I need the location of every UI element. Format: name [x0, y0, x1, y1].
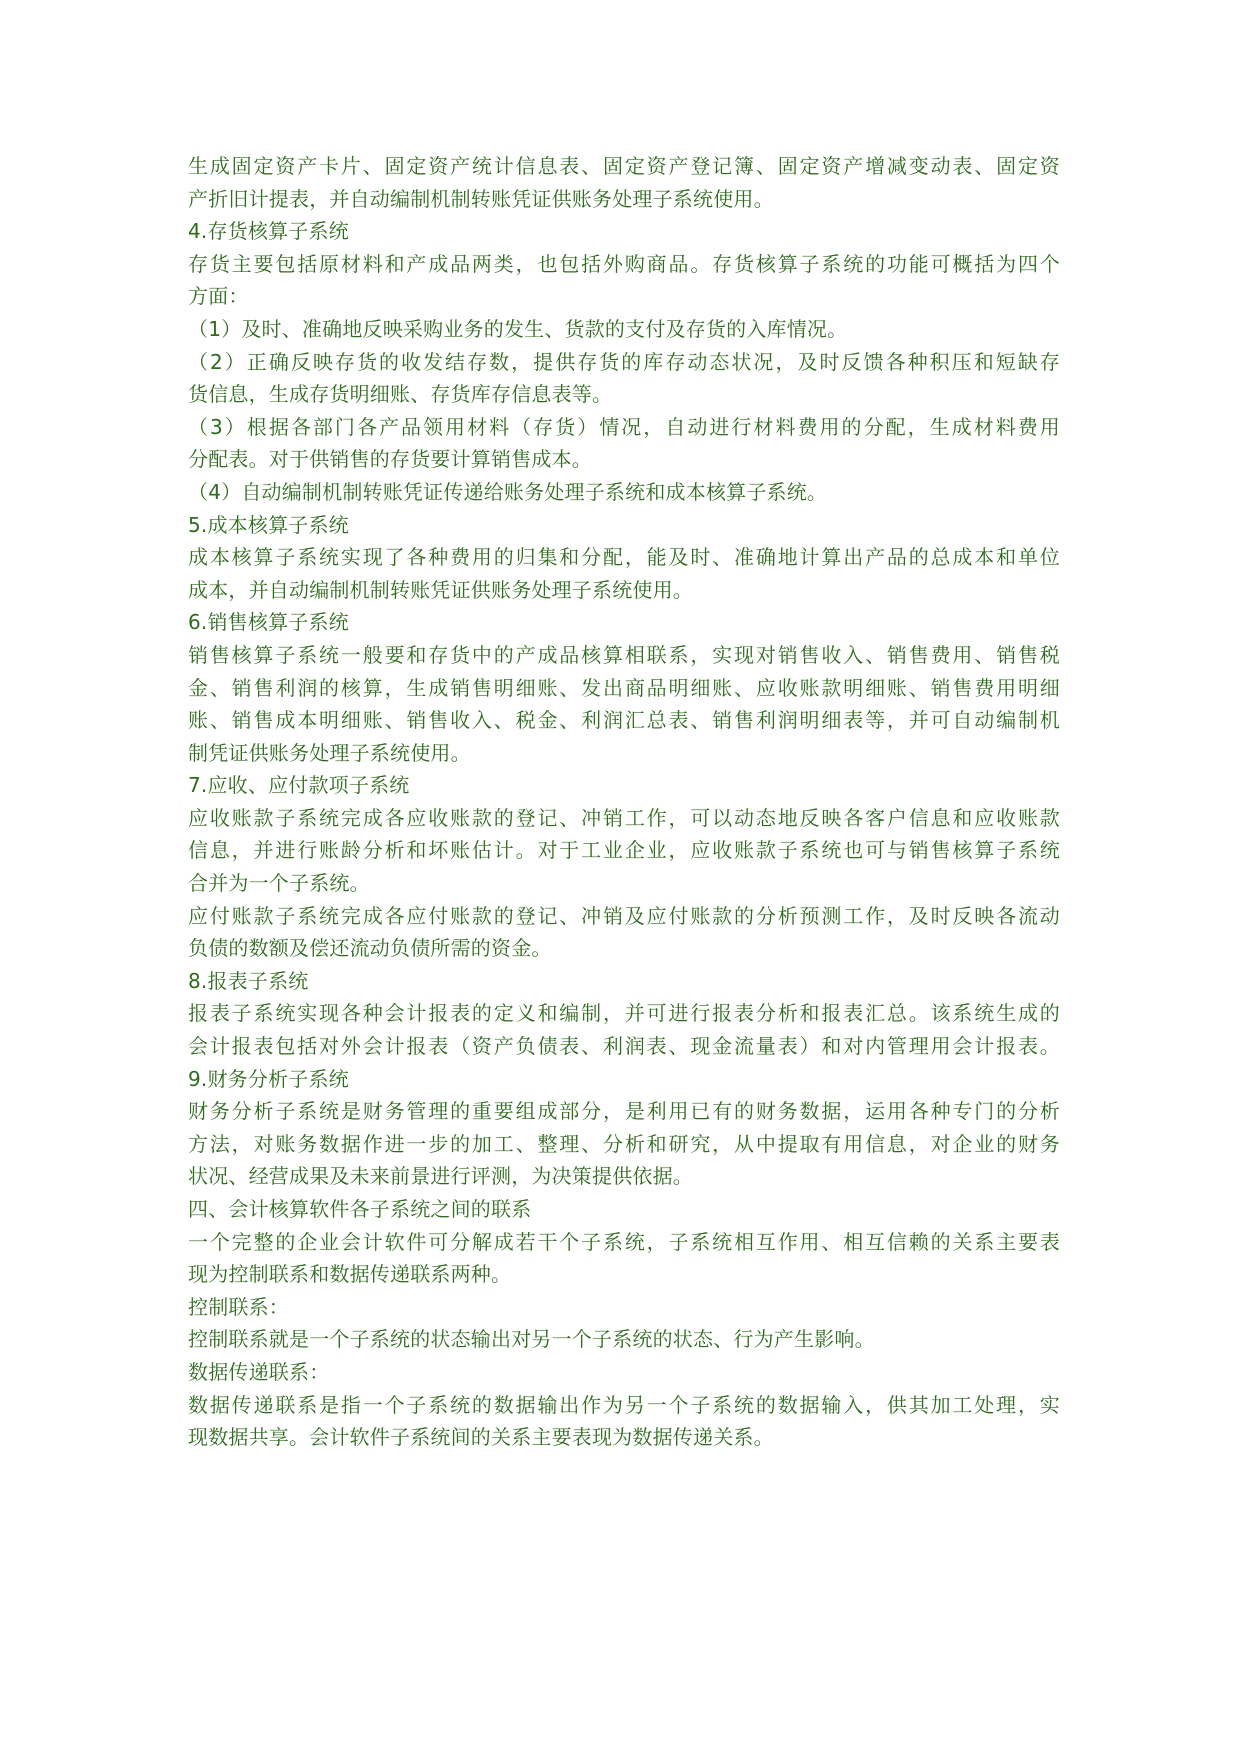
- text-line: （1）及时、准确地反映采购业务的发生、货款的支付及存货的入库情况。: [188, 316, 848, 341]
- text-line: 数据传递联系是指一个子系统的数据输出作为另一个子系统的数据输入，供其加工处理，实: [188, 1392, 1060, 1417]
- text-line: 现为控制联系和数据传递联系两种。: [188, 1262, 512, 1287]
- text-line: 分配表。对于供销售的存货要计算销售成本。: [188, 447, 592, 472]
- text-line: 合并为一个子系统。: [188, 871, 370, 896]
- text-line: （3）根据各部门各产品领用材料（存货）情况，自动进行材料费用的分配，生成材料费用: [188, 414, 1060, 439]
- text-line: 应付账款子系统完成各应付账款的登记、冲销及应付账款的分析预测工作，及时反映各流动: [188, 903, 1060, 928]
- text-line: 存货主要包括原材料和产成品两类，也包括外购商品。存货核算子系统的功能可概括为四个: [188, 251, 1060, 276]
- text-line: 产折旧计提表，并自动编制机制转账凭证供账务处理子系统使用。: [188, 186, 774, 211]
- text-line: 会计报表包括对外会计报表（资产负债表、利润表、现金流量表）和对内管理用会计报表。: [188, 1034, 1060, 1059]
- text-line: 8.报表子系统: [188, 968, 309, 993]
- text-line: 方面：: [188, 284, 249, 309]
- text-line: 4.存货核算子系统: [188, 219, 349, 244]
- text-line: 金、销售利润的核算，生成销售明细账、发出商品明细账、应收账款明细账、销售费用明细: [188, 675, 1060, 700]
- text-line: 5.成本核算子系统: [188, 512, 349, 537]
- text-line: 成本，并自动编制机制转账凭证供账务处理子系统使用。: [188, 577, 693, 602]
- text-line: 信息，并进行账龄分析和坏账估计。对于工业企业，应收账款子系统也可与销售核算子系统: [188, 838, 1060, 863]
- text-line: 状况、经营成果及未来前景进行评测，为决策提供依据。: [188, 1164, 693, 1189]
- text-line: 一个完整的企业会计软件可分解成若干个子系统，子系统相互作用、相互信赖的关系主要表: [188, 1229, 1060, 1254]
- text-line: 数据传递联系：: [188, 1359, 330, 1384]
- text-line: 销售核算子系统一般要和存货中的产成品核算相联系，实现对销售收入、销售费用、销售税: [188, 642, 1060, 667]
- text-line: 6.销售核算子系统: [188, 610, 349, 635]
- text-line: 货信息，生成存货明细账、存货库存信息表等。: [188, 382, 613, 407]
- text-line: 控制联系：: [188, 1294, 289, 1319]
- text-line: 报表子系统实现各种会计报表的定义和编制，并可进行报表分析和报表汇总。该系统生成的: [188, 1001, 1060, 1026]
- text-line: 制凭证供账务处理子系统使用。: [188, 740, 471, 765]
- text-line: 负债的数额及偿还流动负债所需的资金。: [188, 936, 552, 961]
- text-line: 四、会计核算软件各子系统之间的联系: [188, 1197, 532, 1221]
- text-line: 账、销售成本明细账、销售收入、税金、利润汇总表、销售利润明细表等，并可自动编制机: [188, 708, 1060, 733]
- document-body: [188, 150, 1060, 1454]
- text-line: 方法，对账务数据作进一步的加工、整理、分析和研究，从中提取有用信息，对企业的财务: [188, 1131, 1060, 1156]
- text-line: （2）正确反映存货的收发结存数，提供存货的库存动态状况，及时反馈各种积压和短缺存: [188, 349, 1060, 374]
- text-line: （4）自动编制机制转账凭证传递给账务处理子系统和成本核算子系统。: [188, 479, 828, 504]
- text-line: 9.财务分析子系统: [188, 1066, 349, 1091]
- text-line: 财务分析子系统是财务管理的重要组成部分，是利用已有的财务数据，运用各种专门的分析: [188, 1099, 1060, 1124]
- text-line: 控制联系就是一个子系统的状态输出对另一个子系统的状态、行为产生影响。: [188, 1327, 875, 1352]
- text-line: 生成固定资产卡片、固定资产统计信息表、固定资产登记簿、固定资产增减变动表、固定资: [188, 154, 1060, 178]
- text-line: 现数据共享。会计软件子系统间的关系主要表现为数据传递关系。: [188, 1425, 774, 1450]
- text-line: 应收账款子系统完成各应收账款的登记、冲销工作，可以动态地反映各客户信息和应收账款: [188, 805, 1060, 830]
- text-line: 7.应收、应付款项子系统: [188, 773, 410, 798]
- text-line: 成本核算子系统实现了各种费用的归集和分配，能及时、准确地计算出产品的总成本和单位: [188, 545, 1060, 570]
